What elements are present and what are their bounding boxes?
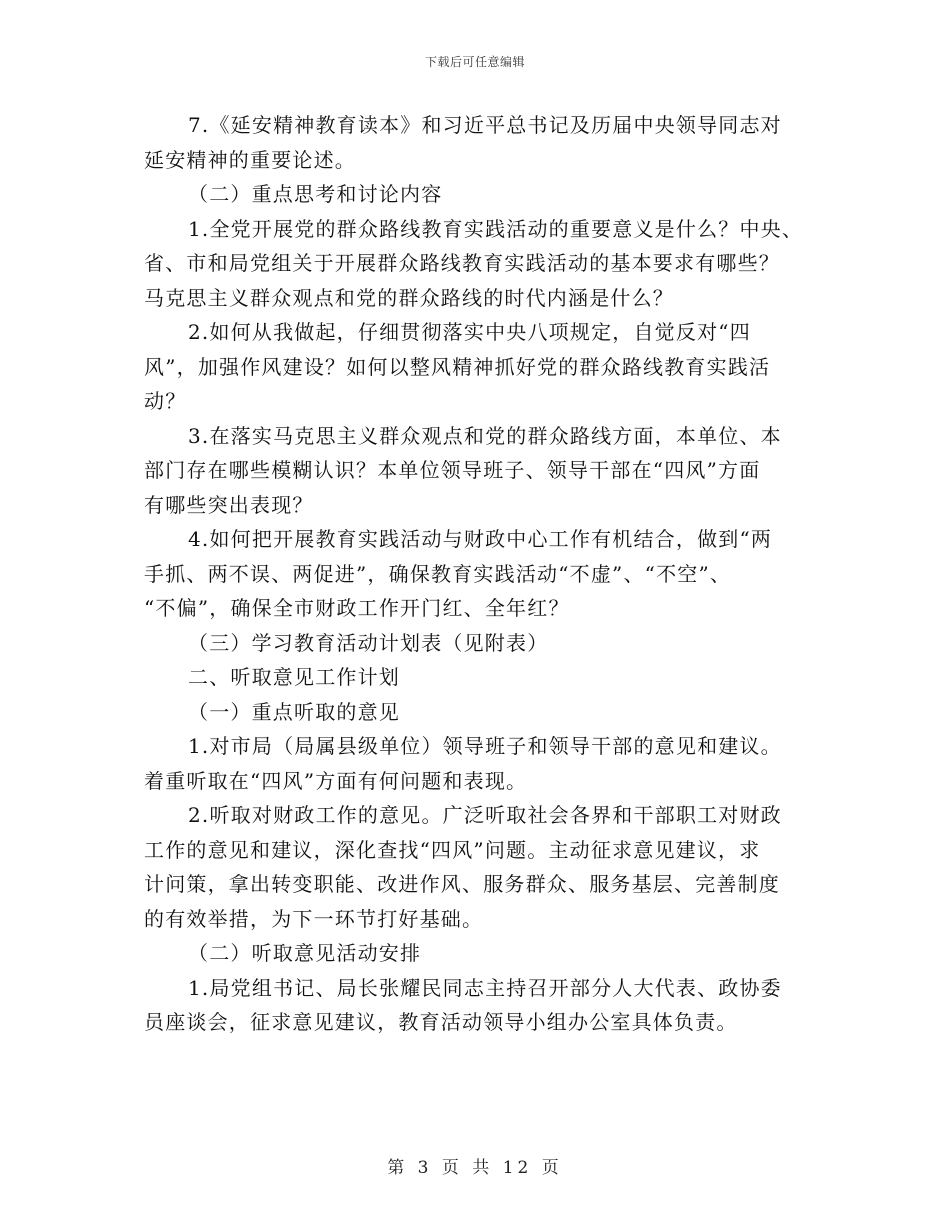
- page-number-footer: 第 3 页 共 12 页: [387, 1158, 563, 1178]
- paragraph-line: 1.局党组书记、局长张耀民同志主持召开部分人大代表、政协委: [188, 975, 782, 1000]
- section-heading: （三）学习教育活动计划表（见附表）: [188, 630, 549, 655]
- paragraph-line: 2.如何从我做起，仔细贯彻落实中央八项规定，自觉反对“四: [188, 320, 751, 344]
- paragraph-line: 1.全党开展党的群众路线教育实践活动的重要意义是什么？中央、: [188, 216, 804, 241]
- section-heading: （一）重点听取的意见: [188, 699, 400, 724]
- section-heading: （二）听取意见活动安排: [188, 941, 422, 965]
- paragraph-line: 部门存在哪些模糊认识？本单位领导班子、领导干部在“四风”方面: [144, 458, 761, 482]
- paragraph-line: 动？: [144, 389, 187, 413]
- paragraph-line: 3.在落实马克思主义群众观点和党的群众路线方面，本单位、本: [188, 423, 782, 448]
- section-heading: （二）重点思考和讨论内容: [188, 182, 443, 206]
- paragraph-line: 1.对市局（局属县级单位）领导班子和领导干部的意见和建议。: [188, 734, 782, 758]
- paragraph-line: 马克思主义群众观点和党的群众路线的时代内涵是什么？: [144, 285, 674, 310]
- header-note: 下载后可任意编辑: [424, 55, 525, 69]
- paragraph-line: 的有效举措，为下一环节打好基础。: [144, 906, 484, 931]
- paragraph-line: 手抓、两不误、两促进”，确保教育实践活动“不虚”、“不空”、: [144, 561, 732, 586]
- document-body: [144, 108, 809, 1040]
- paragraph-line: 有哪些突出表现？: [144, 492, 314, 517]
- paragraph-line: 员座谈会，征求意见建议，教育活动领导小组办公室具体负责。: [144, 1010, 738, 1034]
- paragraph-line: 工作的意见和建议，深化查找“四风”问题。主动征求意见建议，求: [144, 837, 761, 862]
- paragraph-line: “不偏”，确保全市财政工作开门红、全年红？: [144, 596, 570, 620]
- paragraph-line: 风”，加强作风建设？如何以整风精神抓好党的群众路线教育实践活: [144, 354, 771, 379]
- paragraph-line: 7.《延安精神教育读本》和习近平总书记及历届中央领导同志对: [188, 113, 782, 137]
- paragraph-line: 2.听取对财政工作的意见。广泛听取社会各界和干部职工对财政: [188, 803, 782, 827]
- paragraph-line: 着重听取在“四风”方面有何问题和表现。: [144, 768, 528, 793]
- section-heading: 二、听取意见工作计划: [188, 665, 400, 689]
- paragraph-line: 4.如何把开展教育实践活动与财政中心工作有机结合，做到“两: [188, 527, 773, 551]
- paragraph-line: 省、市和局党组关于开展群众路线教育实践活动的基本要求有哪些？: [144, 251, 780, 275]
- paragraph-line: 计问策，拿出转变职能、改进作风、服务群众、服务基层、完善制度: [144, 872, 780, 896]
- paragraph-line: 延安精神的重要论述。: [144, 147, 356, 172]
